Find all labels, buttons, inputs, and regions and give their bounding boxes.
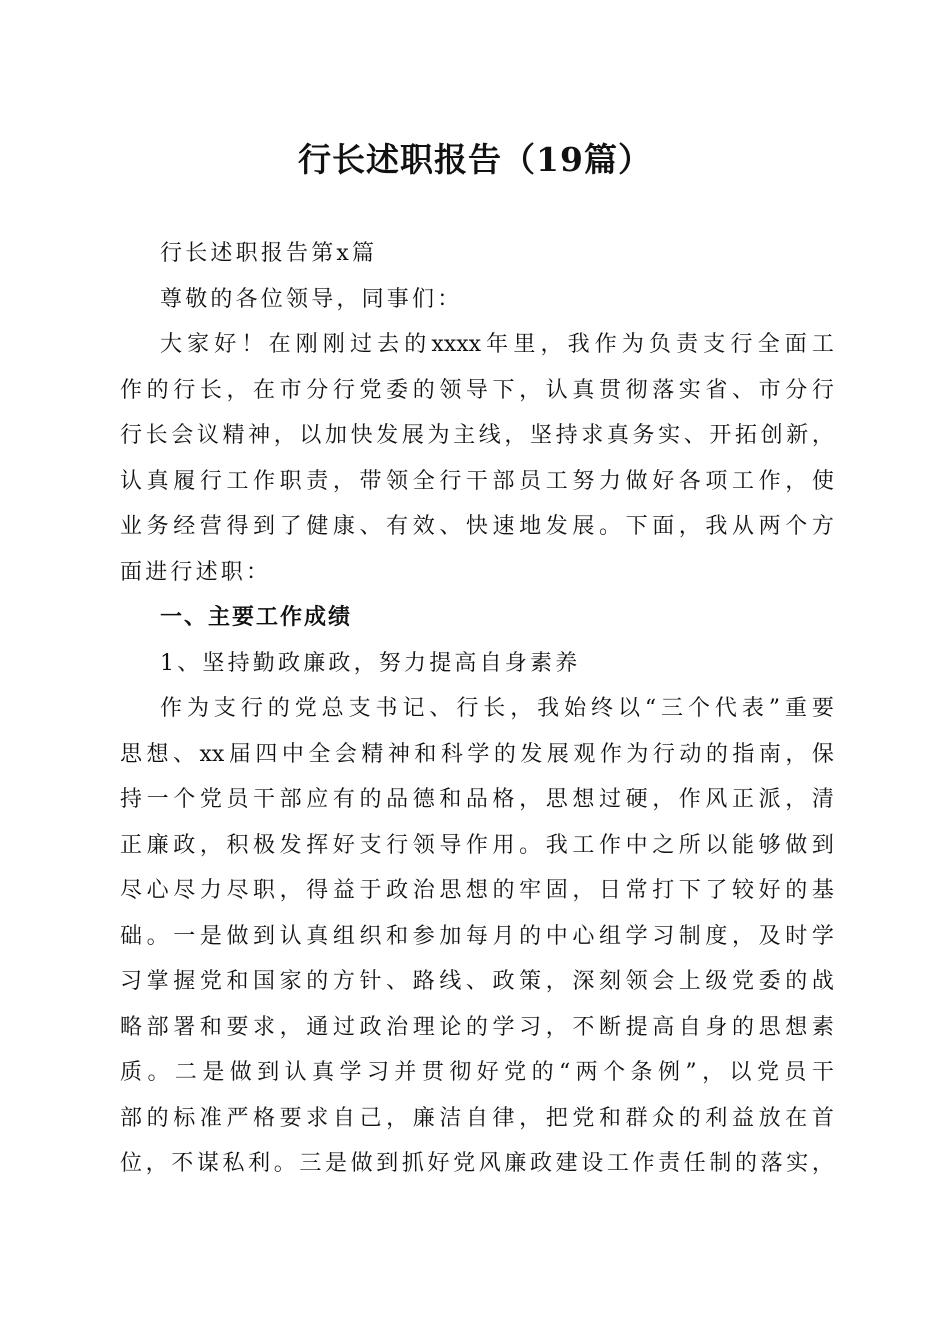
paragraph-line: 尊敬的各位领导，同事们： xyxy=(160,286,463,312)
paragraph-line: 1、坚持勤政廉政，努力提高自身素养 xyxy=(160,650,581,676)
paragraph-line: 持 一 个 党 员 干 部 应 有 的 品 德 和 品 格 ， 思 想 过 硬 ， 作 风 正 派 ， 清 xyxy=(120,787,834,812)
document-title: 行长述职报告（19篇） xyxy=(298,140,652,179)
paragraph-line: 习 掌 握 党 和 国 家 的 方 针 、 路 线 、 政 策 ， 深 刻 领 会 上 级 党 委 的 战 xyxy=(120,969,834,994)
paragraph-line: 础 。 一 是 做 到 认 真 组 织 和 参 加 每 月 的 中 心 组 学 习 制 度 ， 及 时 学 xyxy=(120,923,834,949)
paragraph-line: 面进行述职： xyxy=(120,559,272,585)
paragraph-line: 质 。 二 是 做 到 认 真 学 习 并 贯 彻 好 党 的 “ 两 个 条 例 ” ， 以 党 员 干 xyxy=(120,1060,834,1085)
paragraph-line: 业 务 经 营 得 到 了 健 康 、 有 效 、 快 速 地 发 展 。 下 面 ， 我 从 两 个 方 xyxy=(120,514,834,539)
section-heading: 一、主要工作成绩 xyxy=(160,605,353,630)
paragraph-line: 尽 心 尽 力 尽 职 ， 得 益 于 政 治 思 想 的 牢 固 ， 日 常 打 下 了 较 好 的 基 xyxy=(120,878,834,903)
paragraph-line: 作 为 支 行 的 党 总 支 书 记 、 行 长 ， 我 始 终 以 “ 三 个 代 表 ” 重 要 xyxy=(160,696,834,721)
document-body xyxy=(120,231,834,1187)
paragraph-line: 略 部 署 和 要 求 ， 通 过 政 治 理 论 的 学 习 ， 不 断 提 高 自 身 的 思 想 素 xyxy=(120,1014,834,1040)
paragraph-line: 认 真 履 行 工 作 职 责 ， 带 领 全 行 干 部 员 工 努 力 做 好 各 项 工 作 ， 使 xyxy=(120,468,834,494)
paragraph-line: 行长述职报告第x篇 xyxy=(160,241,378,266)
paragraph-line: 部 的 标 准 严 格 要 求 自 己 ， 廉 洁 自 律 ， 把 党 和 群 众 的 利 益 放 在 首 xyxy=(120,1105,834,1131)
paragraph-line: 行 长 会 议 精 神 ， 以 加 快 发 展 为 主 线 ， 坚 持 求 真 务 实 、 开 拓 创 新 ， xyxy=(120,423,834,448)
paragraph-line: 思 想 、 xx 届 四 中 全 会 精 神 和 科 学 的 发 展 观 作 为 行 动 的 指 南 ， 保 xyxy=(120,741,834,767)
paragraph-line: 正 廉 政 ， 积 极 发 挥 好 支 行 领 导 作 用 。 我 工 作 中 之 所 以 能 够 做 到 xyxy=(120,832,834,858)
paragraph-line: 大 家 好 ！ 在 刚 刚 过 去 的 xxxx 年 里 ， 我 作 为 负 责 支 行 全 面 工 xyxy=(160,332,834,357)
paragraph-line: 作 的 行 长 ， 在 市 分 行 党 委 的 领 导 下 ， 认 真 贯 彻 落 实 省 、 市 分 行 xyxy=(120,377,834,403)
paragraph-line: 位 ， 不 谋 私 利 。 三 是 做 到 抓 好 党 风 廉 政 建 设 工 作 责 任 制 的 落 实 ， xyxy=(120,1151,834,1176)
